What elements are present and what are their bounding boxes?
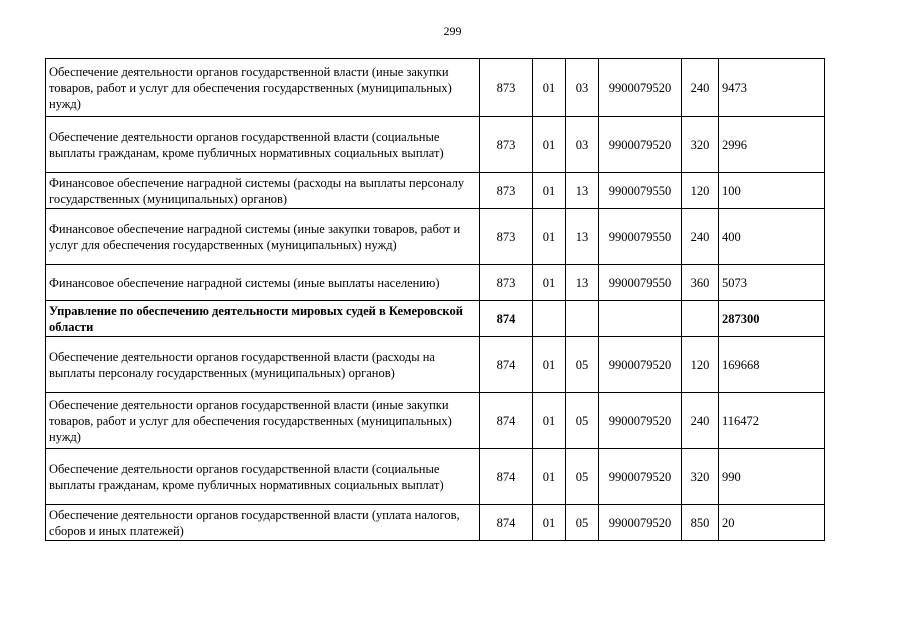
row-section-cell: 01 — [533, 265, 566, 301]
row-expense-type-cell: 240 — [682, 59, 719, 117]
budget-table — [45, 58, 825, 541]
table-row — [46, 59, 825, 117]
row-section-cell — [533, 301, 566, 337]
row-amount-cell: 400 — [719, 209, 825, 265]
row-code-cell: 874 — [480, 301, 533, 337]
row-expense-type-cell — [682, 301, 719, 337]
row-amount-cell: 287300 — [719, 301, 825, 337]
row-subsection-cell: 13 — [566, 209, 599, 265]
row-name-cell: Финансовое обеспечение наградной системы (иные выплаты населению) — [46, 265, 480, 301]
row-target-article-cell: 9900079520 — [599, 117, 682, 173]
row-name-cell: Обеспечение деятельности органов государственной власти (уплата налогов, сборов и иных платежей) — [46, 505, 480, 541]
row-subsection-cell: 05 — [566, 337, 599, 393]
row-expense-type-cell: 120 — [682, 173, 719, 209]
row-code-cell: 873 — [480, 59, 533, 117]
row-target-article-cell: 9900079520 — [599, 393, 682, 449]
row-subsection-cell: 13 — [566, 173, 599, 209]
table-body — [46, 59, 825, 541]
row-target-article-cell — [599, 301, 682, 337]
table-row — [46, 209, 825, 265]
row-subsection-cell: 05 — [566, 393, 599, 449]
row-code-cell: 873 — [480, 209, 533, 265]
table-row-department — [46, 301, 825, 337]
table-row — [46, 117, 825, 173]
row-target-article-cell: 9900079550 — [599, 173, 682, 209]
table-row — [46, 265, 825, 301]
row-expense-type-cell: 240 — [682, 209, 719, 265]
row-expense-type-cell: 360 — [682, 265, 719, 301]
row-code-cell: 874 — [480, 449, 533, 505]
table-row — [46, 337, 825, 393]
row-name-cell: Финансовое обеспечение наградной системы (расходы на выплаты персоналу государственных (муниципальных) органов) — [46, 173, 480, 209]
row-section-cell: 01 — [533, 59, 566, 117]
row-name-cell: Обеспечение деятельности органов государственной власти (социальные выплаты гражданам, кроме публичных нормативных социальных выплат) — [46, 449, 480, 505]
row-expense-type-cell: 320 — [682, 449, 719, 505]
row-subsection-cell — [566, 301, 599, 337]
row-target-article-cell: 9900079550 — [599, 209, 682, 265]
row-subsection-cell: 05 — [566, 449, 599, 505]
row-amount-cell: 5073 — [719, 265, 825, 301]
row-section-cell: 01 — [533, 209, 566, 265]
row-section-cell: 01 — [533, 173, 566, 209]
row-amount-cell: 100 — [719, 173, 825, 209]
row-amount-cell: 20 — [719, 505, 825, 541]
row-amount-cell: 116472 — [719, 393, 825, 449]
row-subsection-cell: 05 — [566, 505, 599, 541]
row-subsection-cell: 03 — [566, 117, 599, 173]
row-code-cell: 873 — [480, 173, 533, 209]
row-subsection-cell: 13 — [566, 265, 599, 301]
row-section-cell: 01 — [533, 449, 566, 505]
page-number: 299 — [443, 24, 462, 38]
row-code-cell: 873 — [480, 117, 533, 173]
row-name-cell: Обеспечение деятельности органов государственной власти (иные закупки товаров, работ и услуг для обеспечения государственных (муниципальных) нужд) — [46, 59, 480, 117]
row-expense-type-cell: 850 — [682, 505, 719, 541]
row-amount-cell: 169668 — [719, 337, 825, 393]
row-code-cell: 874 — [480, 393, 533, 449]
row-name-cell: Управление по обеспечению деятельности мировых судей в Кемеровской области — [46, 301, 480, 337]
row-target-article-cell: 9900079520 — [599, 59, 682, 117]
row-name-cell: Обеспечение деятельности органов государственной власти (расходы на выплаты персоналу государственных (муниципальных) органов) — [46, 337, 480, 393]
row-code-cell: 874 — [480, 337, 533, 393]
row-section-cell: 01 — [533, 505, 566, 541]
table-row — [46, 505, 825, 541]
row-amount-cell: 990 — [719, 449, 825, 505]
row-name-cell: Обеспечение деятельности органов государственной власти (иные закупки товаров, работ и услуг для обеспечения государственных (муниципальных) нужд) — [46, 393, 480, 449]
row-section-cell: 01 — [533, 337, 566, 393]
row-name-cell: Обеспечение деятельности органов государственной власти (социальные выплаты гражданам, кроме публичных нормативных социальных выплат) — [46, 117, 480, 173]
row-amount-cell: 2996 — [719, 117, 825, 173]
row-target-article-cell: 9900079520 — [599, 505, 682, 541]
row-section-cell: 01 — [533, 393, 566, 449]
row-target-article-cell: 9900079550 — [599, 265, 682, 301]
row-name-cell: Финансовое обеспечение наградной системы (иные закупки товаров, работ и услуг для обеспечения государственных (муниципальных) нужд) — [46, 209, 480, 265]
row-expense-type-cell: 320 — [682, 117, 719, 173]
row-target-article-cell: 9900079520 — [599, 337, 682, 393]
row-expense-type-cell: 240 — [682, 393, 719, 449]
row-expense-type-cell: 120 — [682, 337, 719, 393]
row-code-cell: 873 — [480, 265, 533, 301]
row-subsection-cell: 03 — [566, 59, 599, 117]
table-row — [46, 173, 825, 209]
row-code-cell: 874 — [480, 505, 533, 541]
row-section-cell: 01 — [533, 117, 566, 173]
row-amount-cell: 9473 — [719, 59, 825, 117]
row-target-article-cell: 9900079520 — [599, 449, 682, 505]
table-row — [46, 449, 825, 505]
table-row — [46, 393, 825, 449]
